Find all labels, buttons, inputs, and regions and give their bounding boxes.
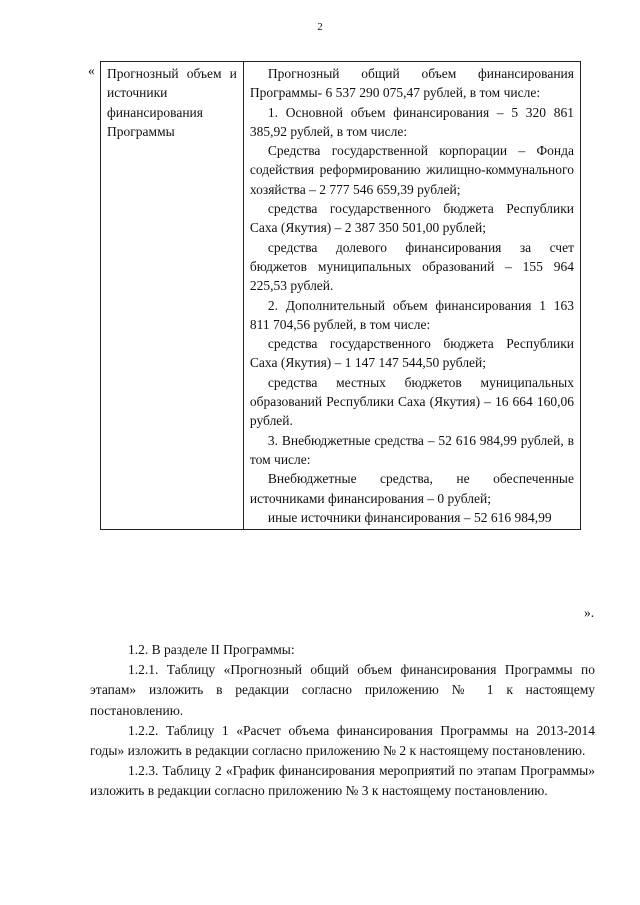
financing-paragraph: иные источники финансирования – 52 616 984,99 <box>267 509 552 525</box>
financing-paragraph: 3. Внебюджетные средства – 52 616 984,99 рублей, в том числе: <box>249 432 574 467</box>
financing-paragraph: Прогнозный общий объем финансирования Программы- 6 537 290 075,47 рублей, в том числе: <box>249 66 574 101</box>
page-number: 2 <box>317 21 323 33</box>
closing-quote: ». <box>584 605 595 620</box>
opening-quote: « <box>88 63 95 78</box>
financing-paragraph: Средства государственной корпорации – Фонда содействия реформированию жилищно-коммунального хозяйства – 2 777 546 659,39 рублей; <box>249 143 574 197</box>
document-body <box>90 640 595 802</box>
amendment-paragraph: 1.2.3. Таблицу 2 «График финансирования мероприятий по этапам Программы» изложить в редакции согласно приложению № 3 к настоящему постановлению. <box>90 763 595 799</box>
program-passport-table <box>100 61 581 530</box>
financing-paragraph: 2. Дополнительный объем финансирования 1 163 811 704,56 рублей, в том числе: <box>249 297 574 332</box>
financing-paragraph: средства государственного бюджета Республики Саха (Якутия) – 2 387 350 501,00 рублей; <box>249 201 574 236</box>
financing-paragraph: средства долевого финансирования за счет бюджетов муниципальных образований – 155 964 225,53 рублей. <box>249 239 574 294</box>
table-row <box>101 62 581 530</box>
table-cell-financing-details <box>243 62 580 530</box>
financing-paragraph: средства местных бюджетов муниципальных образований Республики Саха (Якутия) – 16 664 160,06 рублей. <box>249 374 574 429</box>
section-heading: 1.2. В разделе II Программы: <box>128 642 295 657</box>
financing-paragraph: Внебюджетные средства, не обеспеченные источниками финансирования – 0 рублей; <box>249 471 574 506</box>
table-cell-heading: Прогнозный объем и источники финансирования Программы <box>101 62 244 530</box>
amendment-paragraph: 1.2.1. Таблицу «Прогнозный общий объем финансирования Программы по этапам» изложить в редакции согласно приложению № 1 к настоящему постановлению. <box>90 662 595 718</box>
amendment-paragraph: 1.2.2. Таблицу 1 «Расчет объема финансирования Программы на 2013-2014 годы» изложить в редакции согласно приложению № 2 к настоящему постановлению. <box>90 722 595 759</box>
financing-paragraph: 1. Основной объем финансирования – 5 320 861 385,92 рублей, в том числе: <box>249 104 574 139</box>
financing-paragraph: средства государственного бюджета Республики Саха (Якутия) – 1 147 147 544,50 рублей; <box>249 336 574 371</box>
